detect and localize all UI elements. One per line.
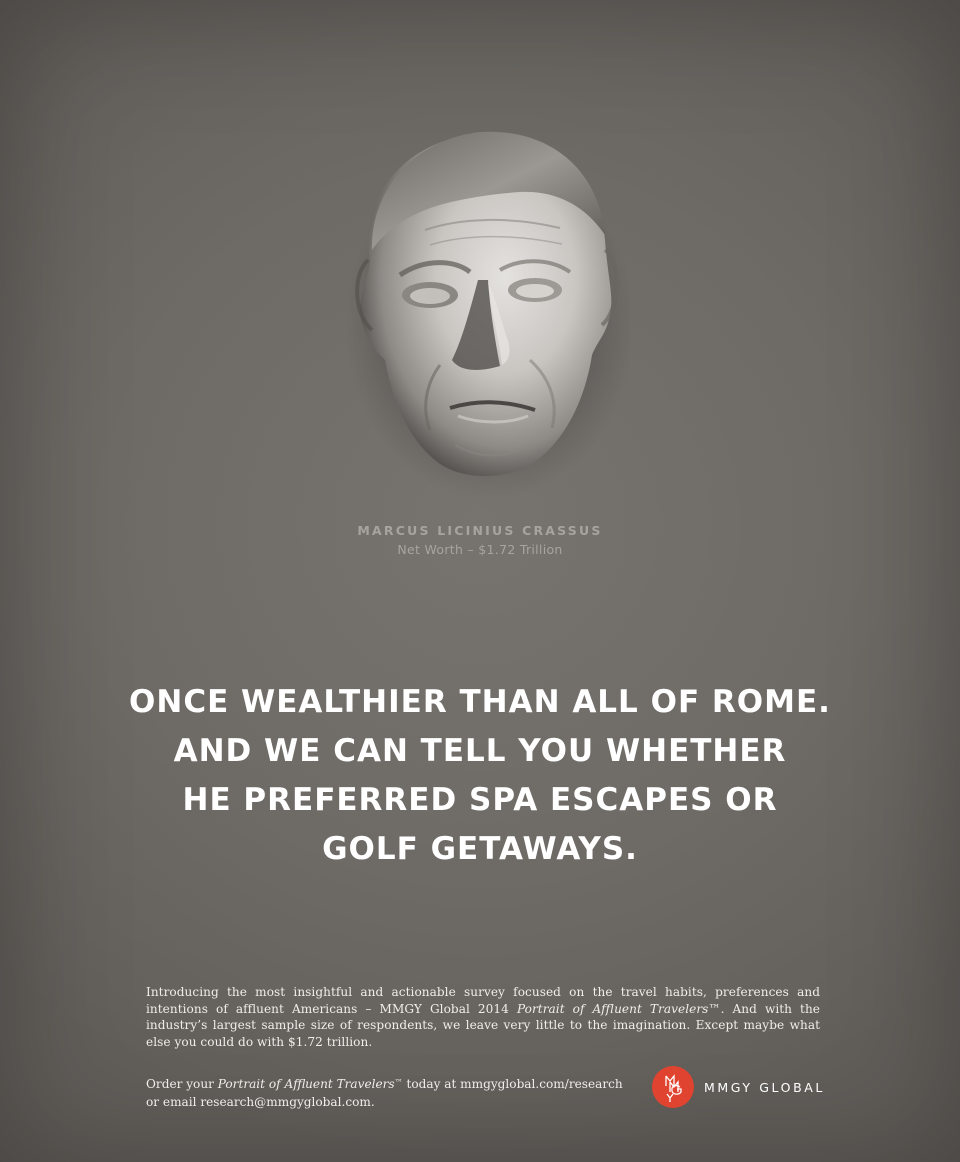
order-text bbox=[146, 1074, 626, 1111]
caption-name: MARCUS LICINIUS CRASSUS bbox=[357, 523, 603, 538]
headline-line-3: HE PREFERRED SPA ESCAPES OR bbox=[182, 782, 778, 818]
body-text-product: Portrait of Affluent Travelers bbox=[516, 1001, 709, 1016]
body-text-trademark: ™ bbox=[708, 1001, 721, 1016]
headline-line-1: ONCE WEALTHIER THAN ALL OF ROME. bbox=[129, 684, 831, 720]
caption-net-worth: Net Worth – $1.72 Trillion bbox=[397, 542, 563, 557]
headline-line-2: AND WE CAN TELL YOU WHETHER bbox=[173, 733, 787, 769]
caption bbox=[0, 522, 960, 560]
body-text-rest: . And with the industry’s largest sample size of respondents, we leave very little to the imagination. Except maybe what else you could do with $1.72 trillion. bbox=[146, 1001, 821, 1049]
order-line-1 bbox=[146, 1074, 626, 1094]
headline-line-4: GOLF GETAWAYS. bbox=[322, 831, 638, 867]
order-email-link[interactable]: or email research@mmgyglobal.com. bbox=[146, 1094, 375, 1109]
logo-text: MMGY GLOBAL bbox=[704, 1079, 825, 1095]
order-trademark: ™ bbox=[394, 1078, 403, 1087]
mmgy-monogram-icon bbox=[652, 1066, 694, 1108]
order-product: Portrait of Affluent Travelers bbox=[217, 1077, 395, 1091]
order-website-link[interactable]: today at mmgyglobal.com/research bbox=[402, 1077, 623, 1091]
mmgy-global-logo[interactable] bbox=[652, 1064, 825, 1110]
marble-bust-image bbox=[330, 110, 630, 500]
headline bbox=[0, 678, 960, 874]
body-text-intro: Introducing the most insightful and actionable survey focused on the travel habits, preferences and intentions of affluent Americans – MMGY Global 2014 bbox=[146, 985, 820, 1016]
body-paragraph bbox=[146, 984, 820, 1050]
order-prefix: Order your bbox=[146, 1077, 218, 1091]
